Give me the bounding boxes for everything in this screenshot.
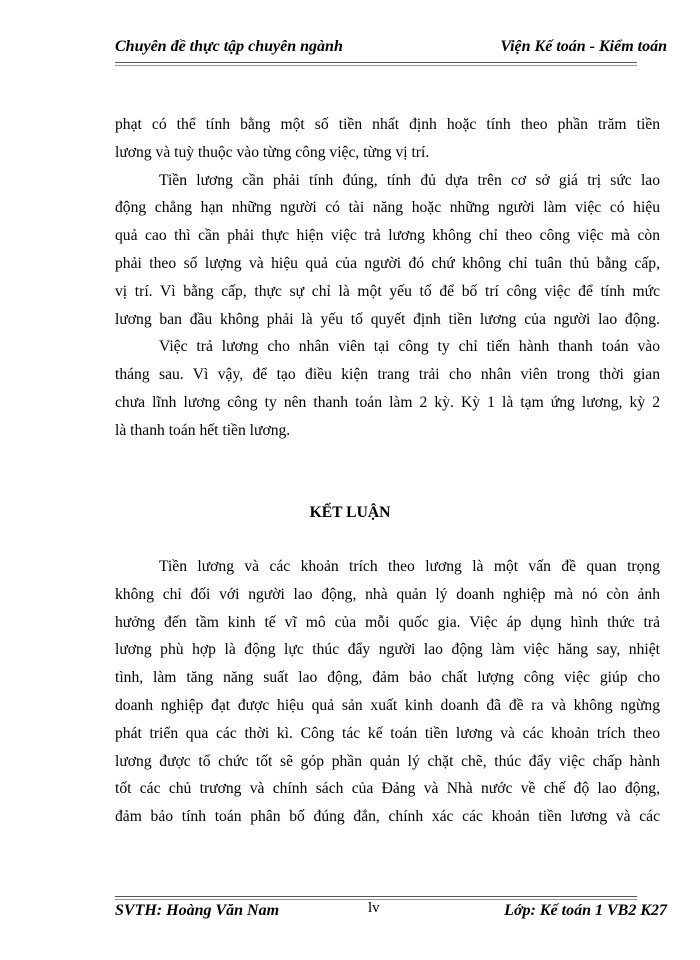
text-line: doanh nghiệp đạt được hiệu quả sản xuất kinh doanh đã đề ra và không ngừng xyxy=(115,696,660,714)
text-line: lương và tuỳ thuộc vào từng công việc, từng vị trí. xyxy=(115,143,430,161)
conclusion-paragraph xyxy=(115,553,660,831)
text-line: lương được tổ chức tốt sẽ góp phần quản lý chặt chẽ, thúc đẩy việc chấp hành xyxy=(115,752,660,770)
text-line: tốt các chủ trương và chính sách của Đảng và Nhà nước về chế độ lao động, xyxy=(115,780,660,798)
header-rule xyxy=(115,62,637,66)
text-line: chưa lĩnh lương công ty nên thanh toán làm 2 kỳ. Kỳ 1 là tạm ứng lương, kỳ 2 xyxy=(115,393,660,411)
text-line: đảm bảo tính toán phân bố đúng đắn, chính xác các khoản tiền lương và các xyxy=(115,808,660,826)
text-line: tình, làm tăng năng suất lao động, đảm bảo chất lượng công việc giúp cho xyxy=(115,669,660,687)
header-left: Chuyên đề thực tập chuyên ngành xyxy=(115,38,343,55)
header-right: Viện Kế toán - Kiểm toán xyxy=(500,38,667,55)
text-line: là thanh toán hết tiền lương. xyxy=(115,421,291,439)
text-line: quả cao thì cần phải thực hiện việc trả lương không chỉ theo công việc mà còn xyxy=(115,227,660,245)
text-line: phải theo số lượng và hiệu quả của người đó chứ không chỉ tuân thủ bằng cấp, xyxy=(115,254,660,272)
text-line: tháng sau. Vì vậy, để tạo điều kiện trang trải cho nhân viên trong thời gian xyxy=(115,366,660,384)
text-line: động chẳng hạn những người có tài năng hoặc những người làm việc có hiệu xyxy=(115,199,660,217)
text-line: Việc trả lương cho nhân viên tại công ty chỉ tiến hành thanh toán vào xyxy=(159,338,660,356)
body-top xyxy=(115,111,660,445)
text-line: lương ban đầu không phải là yếu tố quyết định tiền lương của người lao động. xyxy=(115,310,660,328)
text-line: không chỉ đối với người lao động, nhà quản lý doanh nghiệp mà nó còn ảnh xyxy=(115,585,660,603)
page-number: lv xyxy=(368,900,380,916)
text-line: phạt có thể tính bằng một số tiền nhất định hoặc tính theo phần trăm tiền xyxy=(115,116,660,133)
footer-student: SVTH: Hoàng Văn Nam xyxy=(115,902,280,919)
paragraph xyxy=(115,111,660,167)
text-line: vị trí. Vì bằng cấp, thực sự chỉ là một yếu tố để bố trí công việc để tính mức xyxy=(115,282,660,300)
text-line: lương phù hợp là động lực thúc đẩy người lao động làm việc hăng say, nhiệt xyxy=(115,641,660,659)
paragraph xyxy=(115,167,660,334)
text-line: Tiền lương và các khoản trích theo lương là một vấn đề quan trọng xyxy=(159,558,660,575)
text-line: phát triển qua các thời kì. Công tác kế toán tiền lương và các khoản trích theo xyxy=(115,724,660,742)
section-title: KẾT LUẬN xyxy=(309,504,391,521)
text-line: hưởng đến tầm kinh tế vĩ mô của mỗi quốc gia. Việc áp dụng hình thức trả xyxy=(115,613,660,631)
text-line: Tiền lương cần phải tính đúng, tính đủ dựa trên cơ sở giá trị sức lao xyxy=(159,171,660,189)
paragraph xyxy=(115,333,660,444)
footer-class: Lớp: Kế toán 1 VB2 K27 xyxy=(504,902,667,919)
